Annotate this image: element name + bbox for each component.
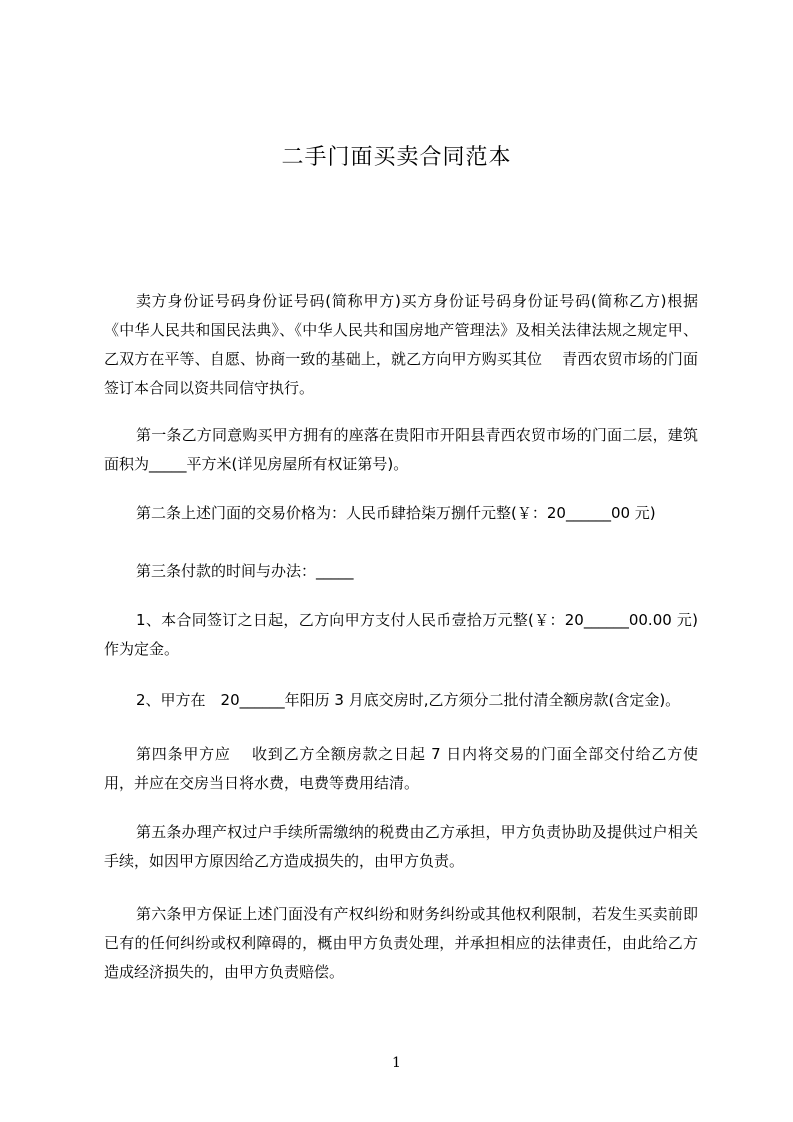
paragraph-text: 1、本合同签订之日起，乙方向甲方支付人民币壹拾万元整(￥：20______00.00 元)作为定金。: [104, 611, 698, 658]
article-1-paragraph: [104, 421, 698, 479]
document-title: 二手门面买卖合同范本: [281, 145, 512, 170]
paragraph-text: 第四条甲方应 收到乙方全额房款之日起 7 日内将交易的门面全部交付给乙方使用，并应在交房当日将水费，电费等费用结清。: [104, 745, 698, 792]
article-4-paragraph: [104, 740, 698, 798]
paragraph-text: 第二条上述门面的交易价格为：人民币肆拾柒万捌仟元整(￥：20______00 元): [136, 504, 656, 522]
paragraph-text: 2、甲方在 20______年阳历 3 月底交房时,乙方须分二批付清全额房款(含定金)。: [136, 691, 681, 709]
page-number: 1: [392, 1055, 401, 1071]
paragraph-text: 卖方身份证号码身份证号码(简称甲方)买方身份证号码身份证号码(简称乙方)根据《中华人民共和国民法典》、《中华人民共和国房地产管理法》及相关法律法规之规定甲、乙双方在平等、自愿、协商一致的基础上，就乙方向甲方购买其位 青西农贸市场的门面签订本合同以资共同信守执行。: [104, 292, 698, 397]
article-6-paragraph: [104, 900, 698, 987]
paragraph-text: 第三条付款的时间与办法：_____: [136, 562, 354, 580]
article-2-paragraph: [104, 499, 698, 528]
payment-item-1: [104, 606, 698, 664]
paragraph-text: 第六条甲方保证上述门面没有产权纠纷和财务纠纷或其他权利限制，若发生买卖前即已有的任何纠纷或权利障碍的，概由甲方负责处理，并承担相应的法律责任，由此给乙方造成经济损失的，由甲方负责赔偿。: [104, 905, 698, 981]
article-5-paragraph: [104, 818, 698, 876]
intro-paragraph: [104, 287, 698, 403]
article-3-paragraph: [104, 557, 698, 586]
paragraph-text: 第五条办理产权过户手续所需缴纳的税费由乙方承担，甲方负责协助及提供过户相关手续，如因甲方原因给乙方造成损失的，由甲方负责。: [104, 823, 698, 870]
paragraph-text: 第一条乙方同意购买甲方拥有的座落在贵阳市开阳县青西农贸市场的门面二层，建筑面积为_____平方米(详见房屋所有权证第号)。: [104, 426, 698, 473]
payment-item-2: [104, 686, 698, 715]
